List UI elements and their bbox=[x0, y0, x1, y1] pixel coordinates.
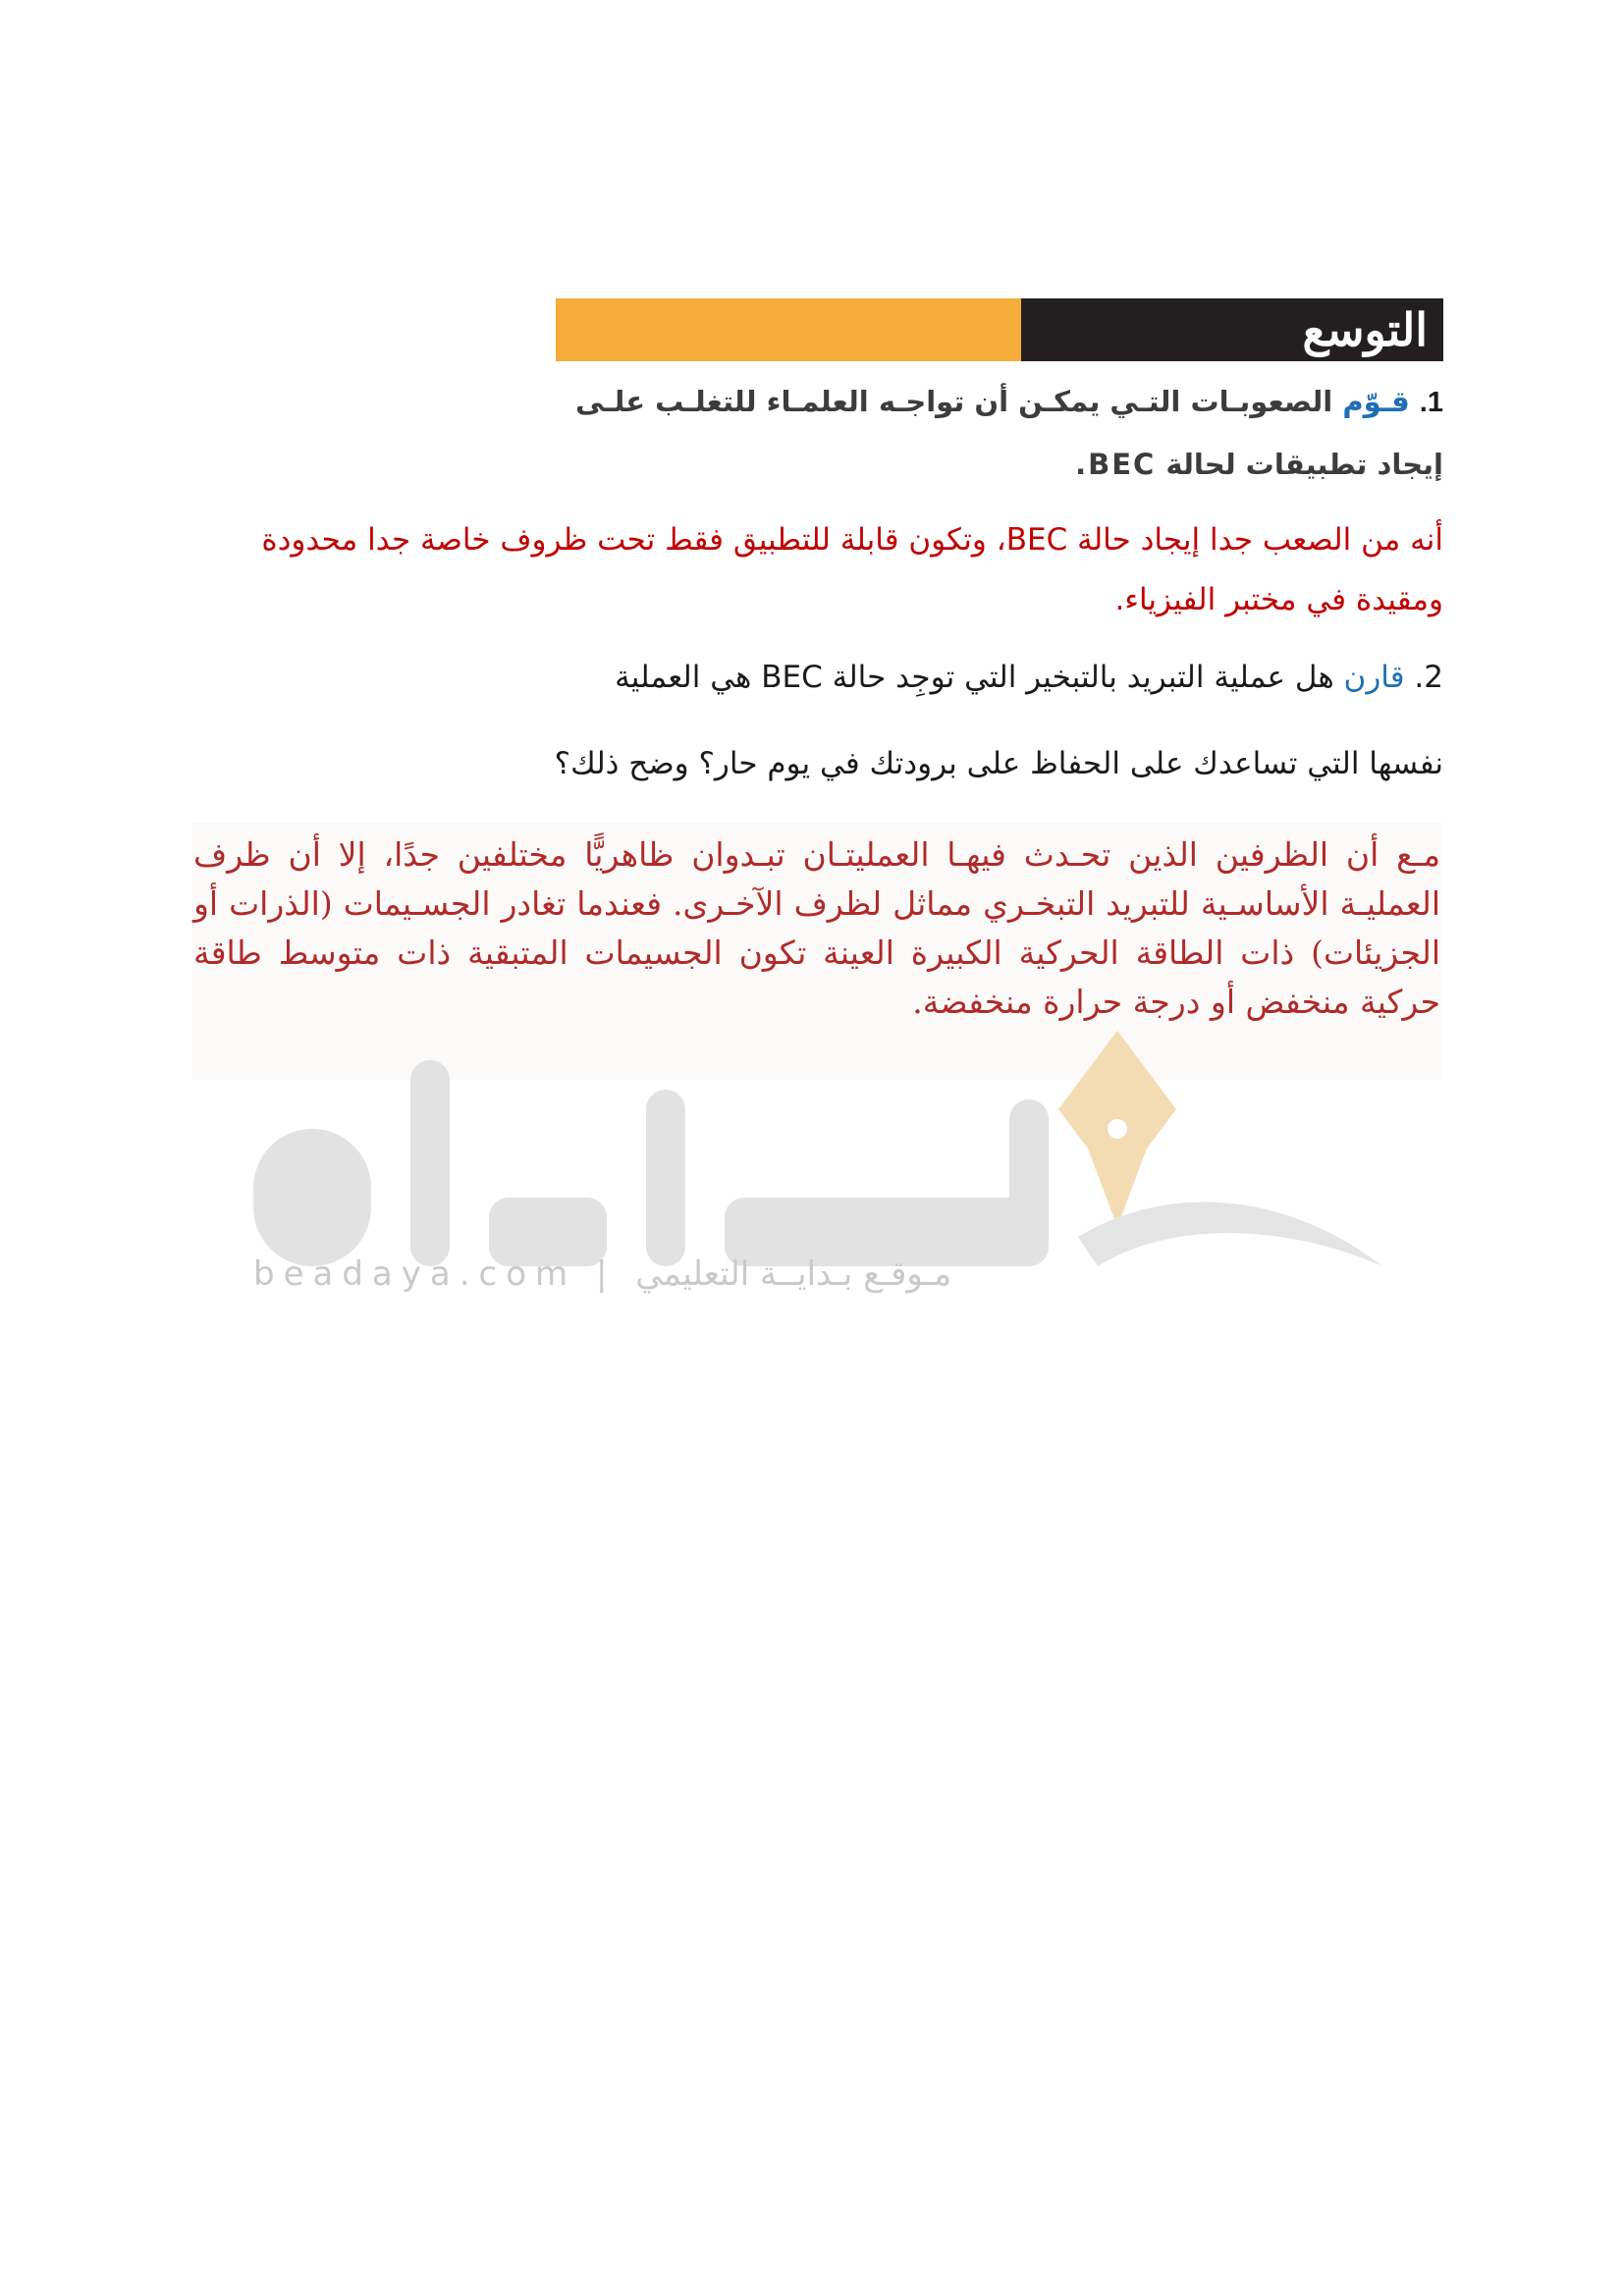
question-1-number: 1. bbox=[1419, 387, 1443, 418]
header-accent-stripe bbox=[556, 298, 1021, 361]
answer-1-text: أنه من الصعب جدا إيجاد حالة BEC، وتكون قابلة للتطبيق فقط تحت ظروف خاصة جدا محدودة ومقيدة في مختبر الفيزياء. bbox=[261, 522, 1443, 617]
section-title: التوسع bbox=[1302, 303, 1428, 356]
swoosh-icon bbox=[1078, 1201, 1382, 1266]
question-2-text: هل عملية التبريد بالتبخير التي توجِد حالة BEC هي العملية bbox=[615, 660, 1334, 695]
question-2-verb: قارن bbox=[1343, 660, 1405, 695]
watermark-site-text: beadaya.com | مـوقـع بـدايــة التعليمي bbox=[253, 1255, 952, 1294]
watermark-logo-icon bbox=[234, 1001, 1392, 1296]
question-1-line-1 bbox=[575, 385, 1443, 419]
header-title-block bbox=[1021, 298, 1443, 361]
question-2-line-2: نفسها التي تساعدك على الحفاظ على برودتك في يوم حار؟ وضح ذلك؟ bbox=[554, 746, 1443, 781]
question-1-line-2: إيجاد تطبيقات لحالة BEC. bbox=[1075, 448, 1443, 481]
question-1-verb: قـوّم bbox=[1342, 385, 1410, 418]
answer-2-text: مـع أن الظرفين الذين تحـدث فيهـا العمليتـان تبـدوان ظاهريًّا مختلفين جدًا، إلا أن ظرف العمليـة الأساسـية للتبريد التبخـري مماثل لظرف الآخـرى. فعندما تغادر الجسـيمات (الذرات أو الجزيئات) ذات الطاقة الحركية الكبيرة العينة تكون الجسيمات المتبقية ذات متوسط طاقة حركية منخفض أو درجة حرارة منخفضة. bbox=[193, 835, 1440, 1021]
question-2-line-1 bbox=[615, 660, 1443, 695]
section-header-bar bbox=[556, 298, 1443, 361]
question-2-number: 2. bbox=[1414, 660, 1443, 695]
question-1-text: الصعوبـات التـي يمكـن أن تواجـه العلمـاء للتغلـب علـى bbox=[575, 385, 1333, 418]
